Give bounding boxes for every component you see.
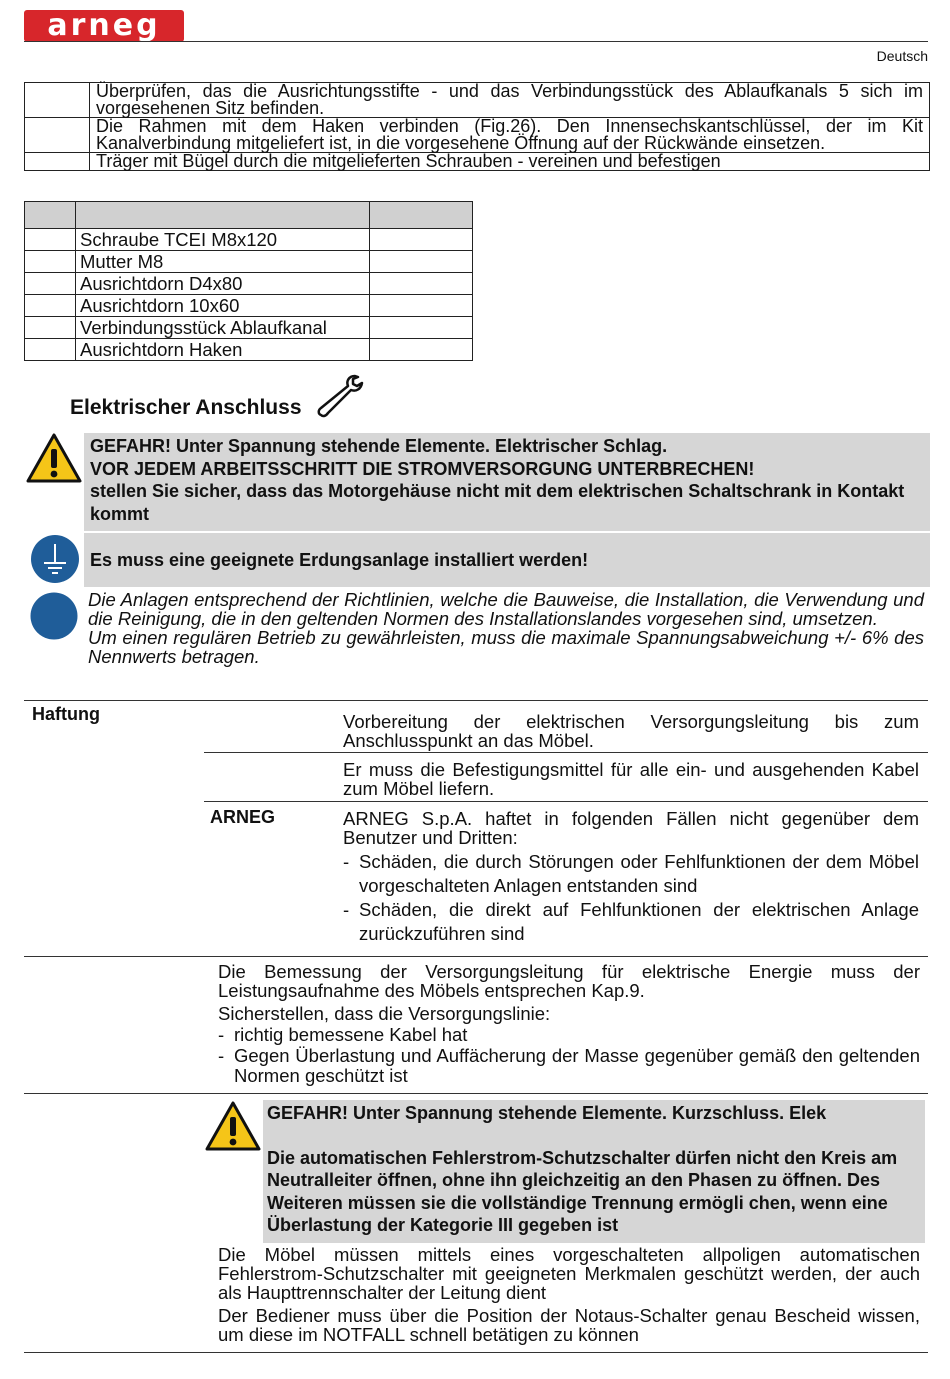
warning-triangle-icon — [205, 1100, 261, 1152]
step-text: Überprüfen, das die Ausrichtungsstifte - und das Verbindungsstück des Ablaufkanals 5 sich im vorgesehenen Sitz befinden. — [90, 83, 930, 118]
header-cell — [25, 202, 76, 229]
list-item: - Schäden, die direkt auf Fehlfunktionen der elektrischen Anlage zurückzuführen sind — [343, 898, 919, 946]
step-number — [25, 83, 90, 118]
arneg-list — [343, 850, 919, 946]
divider — [204, 801, 928, 802]
divider — [24, 1352, 928, 1353]
danger-box — [84, 433, 930, 531]
supply-list — [218, 1025, 920, 1087]
parts-table-header — [25, 202, 473, 229]
danger-line: GEFAHR! Unter Spannung stehende Elemente. Elektrischer Schlag. — [90, 436, 668, 456]
part-number — [25, 251, 76, 273]
part-number — [25, 229, 76, 251]
header-cell — [370, 202, 473, 229]
part-name: Verbindungsstück Ablaufkanal — [76, 317, 370, 339]
warning-triangle-icon — [26, 432, 82, 484]
part-qty — [370, 251, 473, 273]
table-row — [25, 229, 473, 251]
divider — [24, 700, 928, 701]
danger-line: Die automatischen Fehlerstrom-Schutzschalter dürfen nicht den Kreis am Neutralleiter öffnen, ohne ihn gleichzeitig an den Phasen zu öffnen. Des Weiteren müssen sie die vollständige Trennung ermögli chen, wenn eine Überlastung der Kategorie III gegeben ist — [267, 1147, 898, 1235]
table-row — [25, 295, 473, 317]
table-row — [25, 83, 930, 118]
step-text: Die Rahmen mit dem Haken verbinden (Fig.26). Den Innensechskantschlüssel, der im Kit Kanalverbindung mitgeliefert ist, in die vorgesehene Öffnung auf der Rückwände einsetzen. — [90, 118, 930, 153]
part-number — [25, 295, 76, 317]
part-qty — [370, 273, 473, 295]
arneg-text: ARNEG S.p.A. haftet in folgenden Fällen nicht gegenüber dem Benutzer und Dritten: — [343, 808, 919, 848]
part-qty — [370, 339, 473, 361]
table-row — [25, 273, 473, 295]
header-cell — [76, 202, 370, 229]
info-text — [88, 590, 924, 666]
wrench-icon — [313, 372, 365, 418]
part-name: Ausrichtdorn Haken — [76, 339, 370, 361]
danger-box — [263, 1100, 925, 1243]
supply-block — [218, 962, 920, 1087]
parts-table — [24, 201, 473, 361]
part-name: Schraube TCEI M8x120 — [76, 229, 370, 251]
part-name: Ausrichtdorn D4x80 — [76, 273, 370, 295]
steps-table — [24, 82, 930, 171]
step-text: Träger mit Bügel durch die mitgelieferten Schrauben - vereinen und befestigen — [90, 153, 930, 171]
danger-line: GEFAHR! Unter Spannung stehende Elemente. Kurzschluss. Elek — [267, 1103, 827, 1123]
table-row — [25, 339, 473, 361]
step-number — [25, 153, 90, 171]
arneg-block — [343, 809, 919, 946]
supply-paragraph: Die Bemessung der Versorgungsleitung für elektrische Energie muss der Leistungsaufnahme des Möbels entsprechen Kap.9. — [218, 961, 920, 1001]
grounding-text: Es muss eine geeignete Erdungsanlage installiert werden! — [90, 549, 589, 570]
part-qty — [370, 295, 473, 317]
part-qty — [370, 317, 473, 339]
table-row — [25, 251, 473, 273]
arneg-label: ARNEG — [210, 807, 276, 827]
section-title: Elektrischer Anschluss — [70, 396, 302, 419]
liability-text: Er muss die Befestigungsmittel für alle ein- und ausgehenden Kabel zum Möbel liefern. — [343, 759, 919, 799]
danger-line: stellen Sie sicher, dass das Motorgehäuse nicht mit dem elektrischen Schaltschrank in Kontakt kommt — [90, 481, 905, 524]
arneg-logo: arneg — [24, 10, 184, 42]
divider — [24, 1093, 928, 1094]
liability-label: Haftung — [32, 704, 100, 724]
grounding-box — [84, 533, 930, 587]
info-paragraph: Um einen regulären Betrieb zu gewährleisten, muss die maximale Spannungsabweichung +/- 6% des Nennwerts betragen. — [88, 627, 924, 667]
part-number — [25, 339, 76, 361]
step-number — [25, 118, 90, 153]
part-name: Ausrichtdorn 10x60 — [76, 295, 370, 317]
part-number — [25, 273, 76, 295]
danger-line: VOR JEDEM ARBEITSSCHRITT DIE STROMVERSORGUNG UNTERBRECHEN! — [90, 458, 755, 479]
table-row — [25, 153, 930, 171]
list-item: - Gegen Überlastung und Auffächerung der Masse gegenüber gemäß den geltenden Normen geschützt ist — [218, 1046, 920, 1087]
header-rule — [24, 41, 928, 42]
part-qty — [370, 229, 473, 251]
divider — [204, 752, 928, 753]
table-row — [25, 317, 473, 339]
final-block — [218, 1245, 920, 1344]
final-paragraph: Der Bediener muss über die Position der Notaus-Schalter genau Bescheid wissen, um diese im NOTFALL schnell betätigen zu können — [218, 1305, 920, 1345]
supply-paragraph: Sicherstellen, dass die Versorgungslinie: — [218, 1003, 551, 1024]
language-label: Deutsch — [876, 48, 928, 64]
info-paragraph: Die Anlagen entsprechend der Richtlinien, welche die Bauweise, die Installation, die Verwendung und die Reinigung, die in den geltenden Normen des Installationslandes vorgesehen sind, umsetzen. — [88, 589, 924, 629]
liability-text: Vorbereitung der elektrischen Versorgungsleitung bis zum Anschlusspunkt an das Möbel. — [343, 711, 919, 751]
info-circle-icon — [30, 592, 78, 640]
list-item: - Schäden, die durch Störungen oder Fehlfunktionen der dem Möbel vorgeschalteten Anlagen entstanden sind — [343, 850, 919, 898]
part-number — [25, 317, 76, 339]
ground-icon — [30, 534, 80, 584]
final-paragraph: Die Möbel müssen mittels eines vorgeschalteten allpoligen automatischen Fehlerstrom-Schutzschalter mit geeigneten Merkmalen geschützt werden, der auch als Haupttrennschalter der Leitung dient — [218, 1244, 920, 1303]
part-name: Mutter M8 — [76, 251, 370, 273]
table-row — [25, 118, 930, 153]
divider — [24, 956, 928, 957]
list-item: - richtig bemessene Kabel hat — [218, 1025, 920, 1046]
